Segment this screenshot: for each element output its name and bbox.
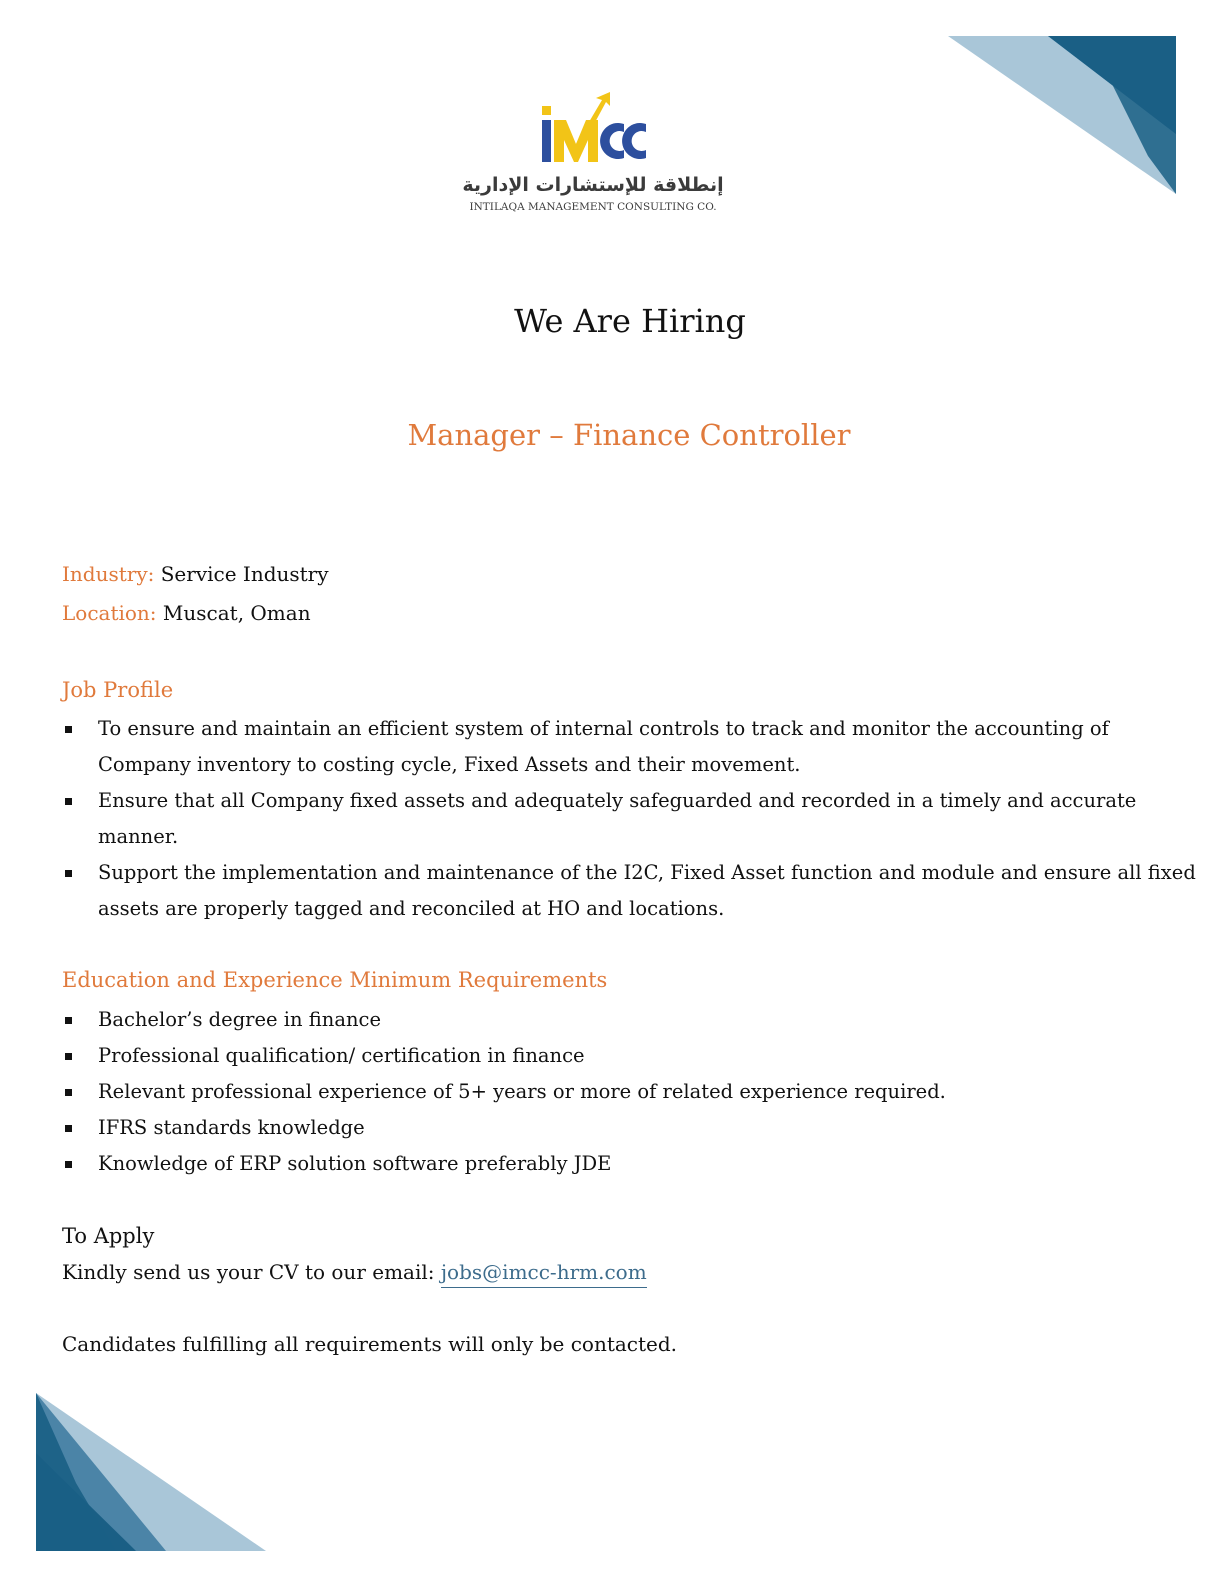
job-title: Manager – Finance Controller bbox=[407, 418, 851, 452]
page-title: We Are Hiring bbox=[514, 302, 746, 340]
industry-label: Industry: bbox=[62, 562, 155, 586]
job-profile-list bbox=[62, 711, 1197, 927]
location-label: Location: bbox=[62, 601, 157, 625]
location-line bbox=[62, 601, 311, 625]
corner-decoration-bottom-left bbox=[36, 1393, 266, 1551]
job-profile-heading: Job Profile bbox=[62, 678, 174, 702]
list-item: Support the implementation and maintenance of the I2C, Fixed Asset function and module and ensure all fixed assets are properly tagged and reconciled at HO and locations. bbox=[62, 855, 1197, 927]
apply-text bbox=[62, 1260, 647, 1284]
requirements-heading: Education and Experience Minimum Requirements bbox=[62, 968, 608, 992]
company-logo bbox=[462, 90, 724, 220]
contact-note: Candidates fulfilling all requirements will only be contacted. bbox=[62, 1332, 678, 1356]
list-item: Professional qualification/ certification in finance bbox=[62, 1038, 1197, 1074]
logo-english-name: INTILAQA MANAGEMENT CONSULTING CO. bbox=[469, 201, 717, 213]
list-item: Knowledge of ERP solution software preferably JDE bbox=[62, 1146, 1197, 1182]
apply-heading: To Apply bbox=[62, 1224, 155, 1248]
list-item: To ensure and maintain an efficient system of internal controls to track and monitor the accounting of Company inventory to costing cycle, Fixed Assets and their movement. bbox=[62, 711, 1197, 783]
list-item: Relevant professional experience of 5+ years or more of related experience required. bbox=[62, 1074, 1197, 1110]
logo-arabic-name: إنطلاقة للإستشارات الإدارية bbox=[462, 174, 724, 196]
requirements-list bbox=[62, 1002, 1197, 1182]
location-value: Muscat, Oman bbox=[156, 601, 311, 625]
corner-decoration-top-right bbox=[948, 36, 1176, 194]
apply-instruction: Kindly send us your CV to our email: bbox=[62, 1260, 441, 1284]
list-item: IFRS standards knowledge bbox=[62, 1110, 1197, 1146]
email-link[interactable]: jobs@imcc-hrm.com bbox=[441, 1260, 647, 1288]
industry-value: Service Industry bbox=[154, 562, 329, 586]
industry-line bbox=[62, 562, 329, 586]
imcc-logo-mark bbox=[540, 90, 650, 166]
list-item: Ensure that all Company fixed assets and adequately safeguarded and recorded in a timely and accurate manner. bbox=[62, 783, 1197, 855]
list-item: Bachelor’s degree in finance bbox=[62, 1002, 1197, 1038]
